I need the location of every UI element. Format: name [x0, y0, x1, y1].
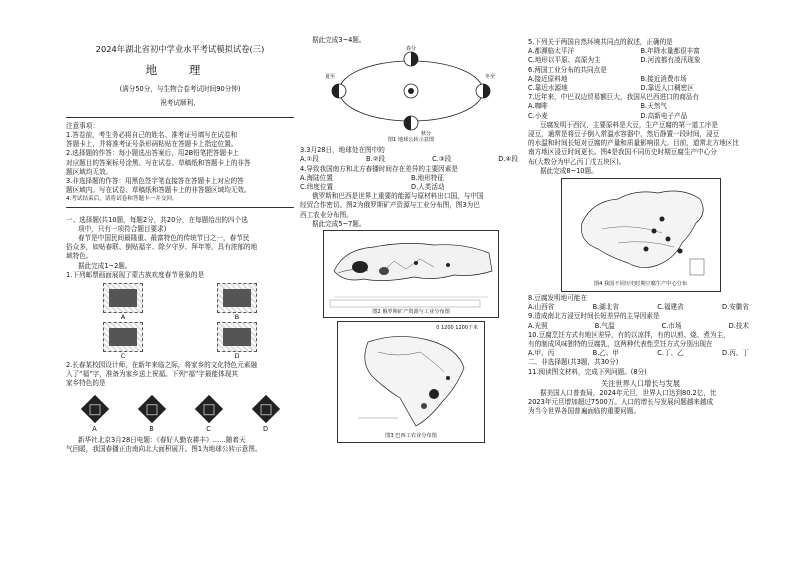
fu-character-icon — [194, 395, 222, 423]
q2-fu-options — [66, 395, 294, 434]
question-10: 10.豆腐烹饪方式有地区差异，有的以凉拌，有的以煎、烧、煮为主， — [528, 330, 730, 339]
option-label: D — [262, 424, 269, 433]
orbit-label: 春分 — [405, 46, 417, 53]
russia-map-figure — [323, 230, 499, 318]
part1-heading-2: 项中，只有一项符合题目要求) — [78, 224, 167, 233]
option[interactable]: A.都濒临太平洋 — [528, 47, 575, 56]
option[interactable]: D.靠近人口稠密区 — [640, 84, 694, 93]
figure-4-caption: 图4 我国不同历史时期豆腐生产中心分布 — [593, 281, 688, 288]
question-1: 1.下列邮票画面展现了蒙古族欢度春节景象的是 — [66, 270, 205, 279]
fu-option[interactable] — [199, 395, 219, 434]
option[interactable]: C.靠近水源地 — [528, 84, 568, 93]
question-10-line: 有的制成风味独特的豆腐乳，这两种代表性烹饪方式分别出现在 — [528, 340, 713, 349]
divider — [66, 117, 294, 118]
exam-note: (满分50分，与生物合卷考试时间90分钟) — [119, 85, 241, 94]
stamp-option[interactable] — [93, 322, 153, 361]
option-label: D — [234, 352, 240, 361]
notice-line: 题区域内。写在试卷、草稿纸和答题卡上的非答题区域均无效。 — [66, 186, 251, 195]
russia-map — [324, 231, 498, 309]
q9-options — [528, 322, 753, 331]
intro-line: 布(大数分为甲乙丙丁戊五块区)。 — [528, 157, 626, 166]
q1-stamp-options — [66, 283, 294, 361]
fu-option[interactable] — [256, 395, 276, 434]
option[interactable]: B.乙、甲 — [592, 349, 619, 358]
earth-orbit-figure — [321, 45, 501, 137]
fu-character-icon — [251, 395, 279, 423]
q6-options — [528, 75, 753, 93]
china-map-figure — [561, 178, 721, 292]
option[interactable]: B.湖北省 — [592, 303, 619, 312]
stamp-option[interactable] — [207, 322, 267, 361]
notice-line: 对应题目的答案标号涂黑。写在试卷、草稿纸和答题卡上的非答 — [66, 158, 251, 167]
option[interactable]: A.山西省 — [528, 303, 555, 312]
question-3: 3.3月28日，地球处在图中的 — [300, 146, 385, 155]
option[interactable]: D.河流都有凌汛现象 — [640, 56, 701, 65]
option[interactable]: A.咖啡 — [528, 102, 548, 111]
q11-text-line: 据美国人口普查局，2024年元旦，世界人口达到80.2亿，比 — [540, 389, 717, 398]
option-label: A — [92, 424, 97, 433]
part2-heading: 二、非选择题(共3题，共30分) — [528, 358, 619, 367]
notice-line: 答题卡上，并将准考证号条形码粘贴在答题卡上指定位置。 — [66, 140, 238, 149]
fu-character-icon — [137, 395, 165, 423]
option[interactable]: D.安徽省 — [722, 303, 749, 312]
intro-line: 南方地区浸豆时间更长。图4是我国不同历史时期豆腐生产中心分 — [528, 148, 717, 157]
notice-line: 题区域均无效。 — [66, 167, 113, 176]
option[interactable]: C.③段 — [432, 155, 452, 164]
question-2: 2.长春某校园设计师，在新年来临之际，将家乡的文化特色元素融 — [66, 361, 257, 370]
fu-option[interactable] — [85, 395, 105, 434]
option[interactable]: B.年降水量都很丰富 — [640, 47, 700, 56]
option-label: B — [149, 424, 154, 433]
option[interactable]: B.地形特征 — [411, 173, 444, 182]
q3-options — [300, 155, 522, 164]
orbit-label: 夏至 — [325, 74, 336, 81]
notice-line: 1.答卷前，考生务必将自己的姓名、准考证号填写在试卷和 — [66, 131, 238, 140]
option-label: A — [120, 313, 126, 322]
notice-line: 4.考试结束后，请将试卷和答题卡一并交回。 — [66, 196, 178, 203]
option[interactable]: A.甲、丙 — [528, 349, 555, 358]
option[interactable]: D.人类活动 — [411, 183, 445, 192]
lead-line: 据此完成5~7题。 — [312, 219, 366, 228]
intro-line: 豆腐发明于西汉，主要原料是大豆，生产豆腐的第一道工序是 — [540, 120, 719, 129]
column-right — [528, 0, 753, 417]
news-line: 气回暖，我国春播正由南向北大面积展开。图1为地球公转示意图。 — [66, 445, 262, 454]
figure-3-caption: 图3 巴西工农业分布图 — [385, 433, 437, 440]
option[interactable]: B.天然气 — [640, 102, 667, 111]
intro-line: 西工农业分布图。 — [300, 210, 353, 219]
question-2-line: 入了“福”字，准备为家乡送上祝福。下列“福”字最能体现其 — [66, 370, 238, 379]
fu-character-icon — [80, 395, 108, 423]
figure-2-caption: 图2 俄罗斯矿产资源与工业分布图 — [372, 309, 450, 316]
intro-line: 的水温和时间长短对豆腐的产量和质量影响很大。目前，道常北方地区比 — [528, 139, 739, 148]
brazil-map — [338, 322, 484, 432]
question-5: 5.下列关于两国自然环境共同点的叙述，正确的是 — [528, 38, 673, 46]
notices-heading: 注意事项： — [66, 121, 99, 130]
option[interactable]: A.①段 — [300, 155, 319, 164]
intro-line: 浸豆，通常是将豆子倒入常温水容器中，然后静置一段时间，浸豆 — [528, 130, 720, 139]
option[interactable]: D.技术 — [728, 321, 749, 330]
option[interactable]: C.市场 — [661, 321, 682, 330]
q11-text-line: 为当今世界各国普遍面临的重要问题。 — [528, 407, 641, 416]
option[interactable]: B.接近消费市场 — [640, 74, 687, 83]
orbit-label: 秋分 — [421, 131, 432, 138]
option[interactable]: D.高新电子产品 — [640, 111, 688, 120]
option[interactable]: A.光照 — [528, 321, 548, 330]
option-label: B — [234, 313, 240, 322]
option[interactable]: D.④段 — [498, 155, 518, 164]
notice-line: 3.非选择题的作答：用黑色签字笔直接答在答题卡上对应的答 — [66, 177, 244, 186]
q4-options — [300, 174, 522, 192]
lead-line: 据此完成1~2题。 — [78, 261, 132, 270]
question-7: 7.近年来，中巴双边贸易额巨大，我国从巴西进口的商品有 — [528, 93, 700, 102]
option[interactable]: C.丁、乙 — [657, 349, 684, 358]
option[interactable]: B.②段 — [365, 155, 386, 164]
question-2-line: 家乡特色的是 — [66, 379, 106, 388]
option[interactable]: C.福建省 — [657, 303, 684, 312]
question-11: 11.阅读图文材料，完成下列问题。(8分) — [528, 367, 647, 376]
option-label: C — [120, 352, 126, 361]
option[interactable]: C.地形以平原、高原为主 — [528, 56, 601, 65]
exam-title: 2024年湖北省初中学业水平考试模拟试卷(三) — [95, 44, 265, 54]
intro-line: 俗众多，如贴春联、倒贴福字、除夕守岁、拜年等，具有浓郁的地 — [66, 243, 258, 252]
lead-line: 据此完成8~10题。 — [540, 166, 598, 175]
intro-line: 俄罗斯和巴西是世界上重要的能源与原材料出口国，与中国 — [312, 192, 484, 201]
question-6: 6.两国工业分布的共同点是 — [528, 65, 607, 74]
option[interactable]: C.小麦 — [528, 111, 548, 120]
fu-option[interactable] — [142, 395, 162, 434]
figure-1-caption: 图1 地球公转示意图 — [387, 137, 435, 144]
option[interactable]: A.接近原料地 — [528, 74, 568, 83]
stamp-option[interactable] — [207, 283, 267, 322]
stamp-image — [103, 322, 143, 352]
option-label: C — [206, 424, 211, 433]
part1-heading: 一、选择题(共10题，每题2分，共20分，在每题给出的四个选 — [66, 215, 248, 224]
option[interactable]: B.气温 — [594, 321, 615, 330]
question-9: 9.造成南北方浸豆时间长短差异的主导因素是 — [528, 312, 660, 321]
exam-wish: 祝考试顺利、 — [160, 98, 200, 107]
notices — [66, 122, 294, 205]
intro-line: 春节是中国民间最隆重、最富特色的传统节日之一，春节民 — [78, 234, 250, 243]
column-middle — [300, 0, 522, 443]
map-scale: 0 1200 1200千米 — [436, 325, 478, 332]
option[interactable]: D.丙、丁 — [722, 349, 749, 358]
stamp-image — [103, 283, 143, 313]
subject-title: 地 理 — [145, 63, 215, 78]
column-left — [66, 0, 294, 454]
q11-title: 关注世界人口增长与发展 — [600, 378, 681, 388]
stamp-option[interactable] — [93, 283, 153, 322]
stamp-image — [217, 283, 257, 313]
question-4: 4.导致我国南方和北方春播时间存在差异的主要因素是 — [300, 164, 458, 173]
question-8: 8.豆腐发明地可能在 — [528, 294, 588, 303]
stamp-image — [217, 322, 257, 352]
china-map — [562, 179, 720, 281]
lead-line: 据此完成3~4题。 — [312, 36, 366, 44]
intro-line: 经贸合作密切。图2为俄罗斯矿产资源与工业分布图，图3为巴 — [300, 201, 480, 210]
intro-line: 域特色。 — [66, 252, 93, 261]
news-line: 新华社北京3月28日电题：《春好人勤农耕丰》……随着天 — [78, 435, 246, 444]
q7-options — [528, 102, 753, 120]
brazil-map-figure — [337, 321, 485, 443]
q5-options — [528, 47, 753, 65]
option[interactable]: C.纬度位置 — [300, 183, 334, 192]
option[interactable]: A.海陆位置 — [300, 173, 333, 182]
notice-line: 2.选择题的作答：每小题选出答案后，用2B铅笔把答题卡上 — [66, 149, 240, 158]
orbit-label: 冬至 — [485, 74, 496, 81]
q11-text-line: 2023年元旦增加超过7500万。人口的增长与发展问题越来越成 — [528, 398, 714, 407]
divider — [66, 207, 294, 208]
